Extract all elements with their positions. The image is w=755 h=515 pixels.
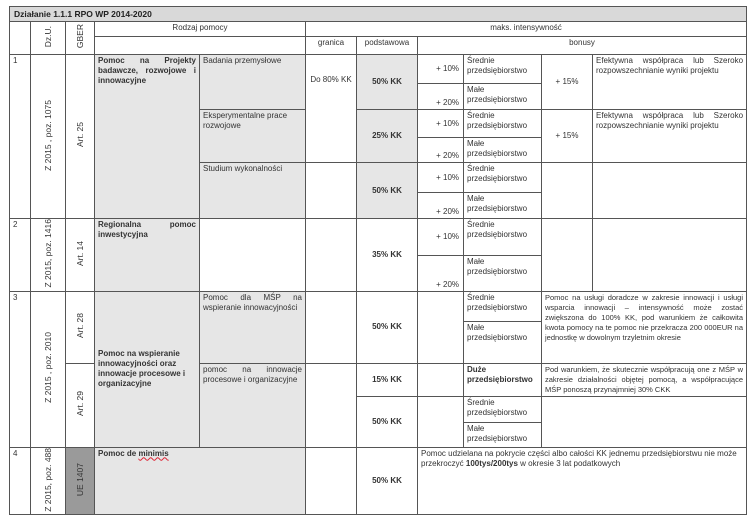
row2-male: Małe przedsiębiorstwo	[464, 255, 542, 291]
row2-podstawowa: 35% KK	[357, 219, 418, 292]
row1-podstawowa-1: 50% KK	[357, 55, 418, 110]
row3-male-b: Małe przedsiębiorstwo	[464, 422, 542, 447]
row3-bonus-blank-2	[418, 363, 464, 396]
row1-bonus-text-b: Efektywna współpraca lub Szeroko rozpowszechnianie wyniki projektu	[593, 110, 747, 163]
row1-bonus-15-a: + 15%	[542, 55, 593, 110]
row1-bonus-10-b: + 10%	[418, 110, 464, 138]
row1-podstawowa-3: 50% KK	[357, 163, 418, 219]
row3-srednie-b: Średnie przedsiębiorstwo	[464, 396, 542, 422]
row1-category: Pomoc na Projekty badawcze, rozwojowe i innowacyjne	[95, 55, 200, 219]
row2-bonus-10: + 10%	[418, 219, 464, 256]
row1-granica: Do 80% KK	[306, 55, 357, 163]
header-rodzaj-blank	[95, 37, 306, 55]
row3-granica-blank-1	[306, 291, 357, 363]
row2-granica-blank	[306, 219, 357, 292]
row1-bonus-10-a: + 10%	[418, 55, 464, 84]
header-podstawowa: podstawowa	[357, 37, 418, 55]
row1-sub-studium: Studium wykonalności	[200, 163, 306, 219]
row4-gber: UE 1407	[66, 447, 95, 515]
row1-bonus-blank-c2	[593, 163, 747, 219]
row3-number: 3	[10, 291, 31, 447]
row1-bonus-blank-c1	[542, 163, 593, 219]
header-rodzaj-pomocy: Rodzaj pomocy	[95, 22, 306, 37]
row1-bonus-20-c: + 20%	[418, 193, 464, 219]
intensity-table-container	[9, 6, 747, 515]
row3-sub-procesowe: pomoc na innowacje procesowe i organizacyjne	[200, 363, 306, 447]
row1-male-a: Małe przedsiębiorstwo	[464, 84, 542, 110]
row1-podstawowa-2: 25% KK	[357, 110, 418, 163]
header-bonusy: bonusy	[418, 37, 747, 55]
row3-category: Pomoc na wspieranie innowacyjności oraz innowacje procesowe i organizacyjne	[95, 291, 200, 447]
row1-srednie-b: Średnie przedsiębiorstwo	[464, 110, 542, 138]
row1-srednie-a: Średnie przedsiębiorstwo	[464, 55, 542, 84]
row4-note: Pomoc udzielana na pokrycie części albo całości KK jednemu przedsiębiorstwu nie może przekroczyć 100tys/200tys w okresie 3 lat podatkowych	[418, 447, 747, 515]
row2-sub-blank	[200, 219, 306, 292]
row1-sub-badania: Badania przemysłowe	[200, 55, 306, 110]
table-title: Działanie 1.1.1 RPO WP 2014-2020	[10, 7, 747, 22]
header-maks-intensywnosc: maks. intensywność	[306, 22, 747, 37]
row3-granica-blank-2	[306, 363, 357, 447]
row1-gber: Art. 25	[66, 55, 95, 219]
row1-bonus-20-a: + 20%	[418, 84, 464, 110]
header-dzu: Dz.U.	[31, 22, 66, 55]
row4-dzu: Z 2015, poz. 488	[31, 447, 66, 515]
aid-intensity-table	[9, 6, 747, 515]
row1-male-c: Małe przedsiębiorstwo	[464, 193, 542, 219]
row3-gber-art28: Art. 28	[66, 291, 95, 363]
row3-podstawowa-3: 50% KK	[357, 396, 418, 447]
row2-bonus-blank-1	[542, 219, 593, 292]
row3-podstawowa-1: 50% KK	[357, 291, 418, 363]
row1-bonus-15-b: + 15%	[542, 110, 593, 163]
row1-dzu: Z 2015 , poz. 1075	[31, 55, 66, 219]
row2-bonus-blank-2	[593, 219, 747, 292]
row1-granica-blank	[306, 163, 357, 219]
row3-dzu: Z 2015 , poz. 2010	[31, 291, 66, 447]
row3-note-blank	[542, 396, 747, 447]
row4-number: 4	[10, 447, 31, 515]
row1-bonus-20-b: + 20%	[418, 138, 464, 163]
row2-category: Regionalna pomoc inwestycyjna	[95, 219, 200, 292]
row3-note-doradcze: Pomoc na usługi doradcze w zakresie innowacji i usługi wsparcia innowacji – intensywność może zostać zwiększona do 100% KK, pod warunkiem że całkowita kwota pomocy na te pomoc nie przekracza 200 000EUR na jednostkę w dowolnym trzyletnim okresie	[542, 291, 747, 363]
row3-gber-art29: Art. 29	[66, 363, 95, 447]
row1-male-b: Małe przedsiębiorstwo	[464, 138, 542, 163]
row1-sub-eksperymentalne: Eksperymentalne prace rozwojowe	[200, 110, 306, 163]
row3-sub-msp: Pomoc dla MŚP na wspieranie innowacyjności	[200, 291, 306, 363]
row3-bonus-blank-1	[418, 291, 464, 363]
row2-dzu: Z 2015, poz. 1416	[31, 219, 66, 292]
row1-bonus-text-a: Efektywna współpraca lub Szeroko rozpowszechnianie wyniki projektu	[593, 55, 747, 110]
row1-srednie-c: Średnie przedsiębiorstwo	[464, 163, 542, 193]
header-gber: GBER	[66, 22, 95, 55]
row3-note-wspolpraca: Pod warunkiem, że skutecznie współpracują one z MŚP w zakresie działalności objętej pomocą, a współpracujące MŚP ponoszą przynajmniej 30% CKK	[542, 363, 747, 396]
row1-number: 1	[10, 55, 31, 219]
row2-bonus-20: + 20%	[418, 255, 464, 291]
row3-duze: Duże przedsiębiorstwo	[464, 363, 542, 396]
row3-podstawowa-2: 15% KK	[357, 363, 418, 396]
row1-bonus-10-c: + 10%	[418, 163, 464, 193]
row2-gber: Art. 14	[66, 219, 95, 292]
row3-male-a: Małe przedsiębiorstwo	[464, 321, 542, 363]
row4-podstawowa: 50% KK	[357, 447, 418, 515]
row3-srednie-a: Średnie przedsiębiorstwo	[464, 291, 542, 321]
row2-srednie: Średnie przedsiębiorstwo	[464, 219, 542, 256]
row2-number: 2	[10, 219, 31, 292]
row4-category: Pomoc de minimis	[95, 447, 306, 515]
header-granica: granica	[306, 37, 357, 55]
row3-bonus-blank-3	[418, 396, 464, 447]
header-no	[10, 22, 31, 55]
